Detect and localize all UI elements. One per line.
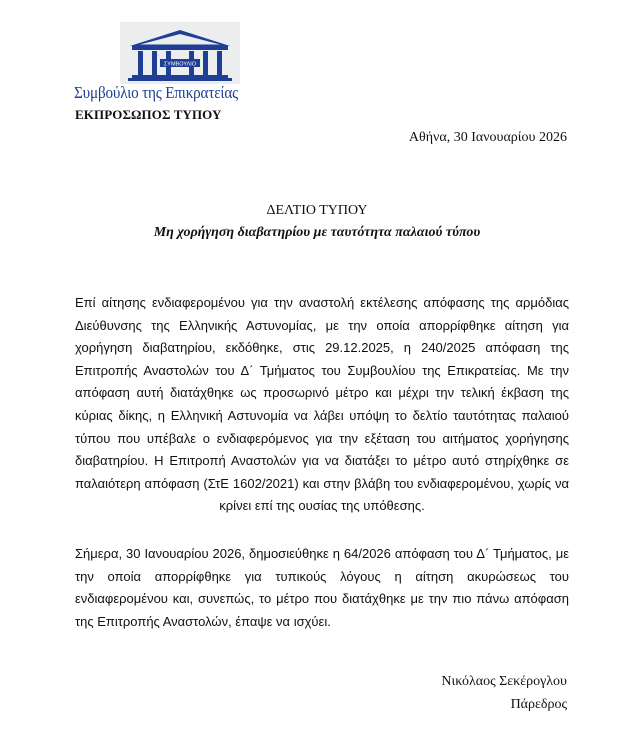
document-title: Μη χορήγηση διαβατηρίου με ταυτότητα παλαιού τύπου — [153, 225, 481, 240]
press-office-heading: ΕΚΠΡΟΣΩΠΟΣ ΤΥΠΟΥ — [75, 107, 222, 122]
place-date: Αθήνα, 30 Ιανουαρίου 2026 — [408, 130, 567, 145]
logo-name: Συμβούλιο της Επικρατείας — [74, 83, 238, 102]
body-paragraph: Επί αίτησης ενδιαφερομένου για την αναστολή εκτέλεσης απόφασης της αρμόδιας Διεύθυνσης της Ελληνικής Αστυνομίας, με την οποία απορρίφθηκε αίτηση για χορήγηση διαβατηρίου, εκδόθηκε, στις 29.12.2025, η 240/2025 απόφαση της Επιτροπής Αναστολών του Δ΄ Τμήματος του Συμβουλίου της Επικρατείας. Με την απόφαση αυτή διατάχθηκε ως προσωρινό μέτρο και μέχρι την τελική έκβαση της κύριας δίκης, η Ελληνική Αστυνομία να λάβει υπόψη το δελτίο ταυτότητας παλαιού τύπου που υπέβαλε ο ενδιαφερόμενος για την εξέταση του αιτήματος χορήγησης διαβατηρίου. Η Επιτροπή Αναστολών για να διατάξει το μέτρο αυτό στηρίχθηκε σε παλαιότερη απόφαση (ΣτΕ 1602/2021) και στην βλάβη του ενδιαφερομένου, χωρίς να κρίνει επί της ουσίας της υπόθεσης. — [75, 295, 569, 514]
signer-role: Πάρεδρος — [510, 697, 567, 712]
document-type: ΔΕΛΤΙΟ ΤΥΠΟΥ — [266, 203, 368, 218]
building-emblem-icon — [124, 26, 236, 82]
council-logo — [74, 22, 246, 104]
signer-name: Νικόλαος Σεκέρογλου — [441, 674, 567, 689]
logo-emblem-text: ΣΥΜΒΟΥΛΙΟ — [163, 61, 197, 68]
body-paragraph: Σήμερα, 30 Ιανουαρίου 2026, δημοσιεύθηκε η 64/2026 απόφαση του Δ΄ Τμήματος, με την οποία απορρίφθηκε για τυπικούς λόγους η αίτηση ακυρώσεως του ενδιαφερομένου και, συνεπώς, το μέτρο που διατάχθηκε με την πιο πάνω απόφαση της Επιτροπής Αναστολών, έπαψε να ισχύει. — [75, 546, 569, 629]
